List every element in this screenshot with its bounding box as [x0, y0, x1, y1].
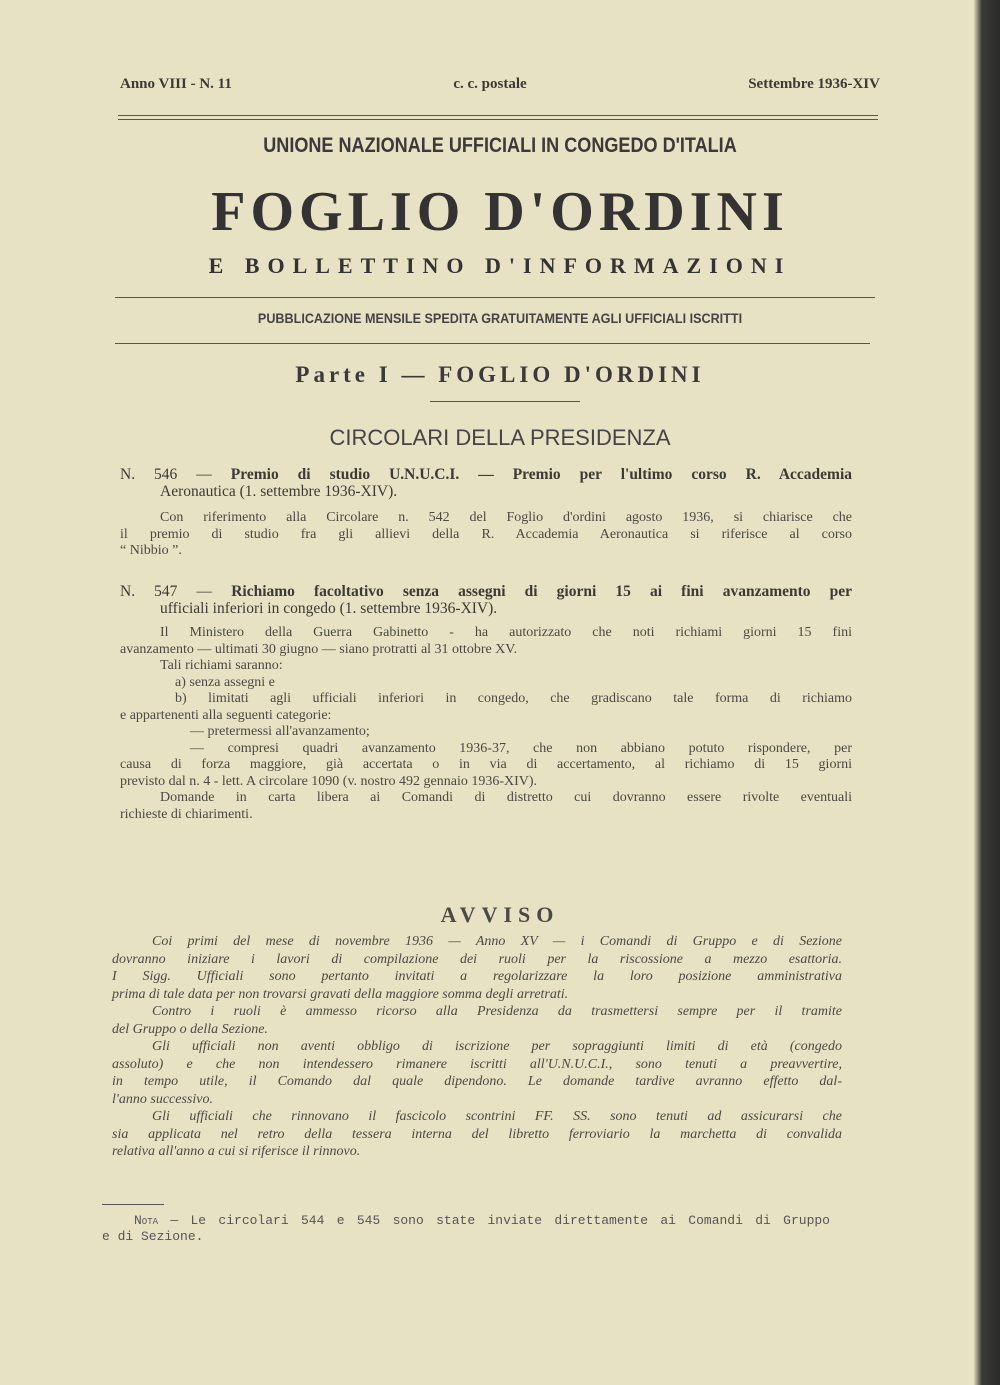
divider [115, 297, 875, 298]
publication-note: PUBBLICAZIONE MENSILE SPEDITA GRATUITAMENTE AGLI UFFICIALI ISCRITTI [257, 310, 743, 326]
text-line: Gli ufficiali che rinnovano il fascicolo scontrini FF. SS. sono tenuti ad assicurarsi che [152, 1109, 842, 1124]
organization-name: UNIONE NAZIONALE UFFICIALI IN CONGEDO D'ITALIA [263, 134, 737, 157]
text-line: Contro i ruoli è ammesso ricorso alla Presidenza da trasmettersi sempre per il tramite [152, 1004, 842, 1019]
issue-date: Settembre 1936-XIV [748, 76, 880, 92]
divider [118, 119, 878, 120]
part-heading: Parte I — FOGLIO D'ORDINI [295, 362, 705, 387]
text-line: previsto dal n. 4 - lett. A circolare 1090 (v. nostro 492 gennaio 1936-XIV). [120, 773, 538, 789]
text-line: — pretermessi all'avanzamento; [190, 724, 370, 739]
footnote-divider [102, 1204, 164, 1205]
circular-title: N. 547 — Richiamo facoltativo senza assegni di giorni 15 ai fini avanzamento per ufficiali inferiori in congedo (1. settembre 1936-XIV). [120, 583, 853, 617]
text-line: relativa all'anno a cui si riferisce il rinnovo. [112, 1144, 361, 1159]
text-line: Coi primi del mese di novembre 1936 — Anno XV — i Comandi di Gruppo e di Sezione [152, 934, 842, 949]
circular-546 [120, 466, 852, 560]
text-line: il premio di studio fra gli allievi della R. Accademia Aeronautica si riferisce al corso [120, 526, 852, 542]
avviso-body [112, 933, 842, 1161]
page-edge-shadow [974, 0, 1000, 1385]
text-line: sia applicata nel retro della tessera interna del libretto ferroviario la marchetta di convalida [112, 1126, 842, 1142]
text-line: in tempo utile, il Comando dal quale dipendono. Le domande tardive avranno effetto dal- [112, 1074, 842, 1089]
circular-title: N. 546 — Premio di studio U.N.U.C.I. — Premio per l'ultimo corso R. Accademia Aeronautica (1. settembre 1936-XIV). [120, 466, 852, 500]
text-line: avanzamento — ultimati 30 giugno — siano protratti al 31 ottobre XV. [120, 641, 518, 657]
text-line: richieste di chiarimenti. [120, 806, 253, 822]
circular-number: N. 546 — [120, 466, 212, 483]
page-title: FOGLIO D'ORDINI [211, 181, 789, 243]
text-line: b) limitati agli ufficiali inferiori in congedo, che gradiscano tale forma di richiamo [175, 691, 852, 706]
text-line: prima di tale data per non trovarsi gravati della maggiore somma degli arretrati. [112, 986, 569, 1002]
text-line: del Gruppo o della Sezione. [112, 1021, 268, 1037]
postal-note: c. c. postale [453, 76, 527, 92]
page-subtitle: E BOLLETTINO D'INFORMAZIONI [208, 253, 792, 278]
text-line: — compresi quadri avanzamento 1936-37, che non abbiano potuto rispondere, per [190, 740, 852, 756]
circular-title-line: ufficiali inferiori in congedo (1. settembre 1936-XIV). [160, 600, 498, 617]
text-line: Domande in carta libera ai Comandi di distretto cui dovranno essere rivolte eventuali [160, 790, 852, 805]
text-line: assoluto) e che non intendessero rimanere iscritti all'U.N.U.C.I., sono tenuti a preavvertire, [112, 1056, 842, 1072]
text-line: a) senza assegni e [175, 674, 275, 690]
divider [115, 343, 870, 344]
text-line: Con riferimento alla Circolare n. 542 del Foglio d'ordini agosto 1936, si chiarisce che [160, 510, 852, 525]
text-line: causa di forza maggiore, già accertata o in via di accertamento, al richiamo di 15 giorni [120, 757, 852, 772]
text-line: “ Nibbio ”. [120, 543, 182, 558]
masthead-info [120, 76, 880, 93]
text-line: I Sigg. Ufficiali sono pertanto invitati a regolarizzare la loro posizione amministrativa [112, 969, 842, 984]
text-line: Gli ufficiali non aventi obbligo di iscrizione per sopraggiunti limiti di età (congedo [152, 1039, 842, 1054]
avviso-heading: AVVISO [440, 902, 560, 927]
text-line: Tali richiami saranno: [160, 658, 283, 673]
divider [430, 401, 580, 402]
circular-547 [120, 583, 852, 823]
text-line: l'anno successivo. [112, 1091, 213, 1107]
footnote: Nota — Le circolari 544 e 545 sono state inviate direttamente ai Comandi di Gruppo e di Sezione. [102, 1213, 830, 1244]
issue-number: Anno VIII - N. 11 [120, 76, 232, 92]
text-line: dovranno iniziare i lavori di compilazione dei ruoli per la riscossione a mezzo esattoria. [112, 951, 842, 967]
text-line: e appartenenti alla seguenti categorie: [120, 707, 332, 723]
circular-number: N. 547 — [120, 583, 213, 600]
circular-title-line: Aeronautica (1. settembre 1936-XIV). [160, 483, 398, 500]
text-line: Il Ministero della Guerra Gabinetto - ha autorizzato che noti richiami giorni 15 fini [160, 625, 852, 640]
section-heading: CIRCOLARI DELLA PRESIDENZA [329, 425, 671, 450]
divider [118, 115, 878, 116]
